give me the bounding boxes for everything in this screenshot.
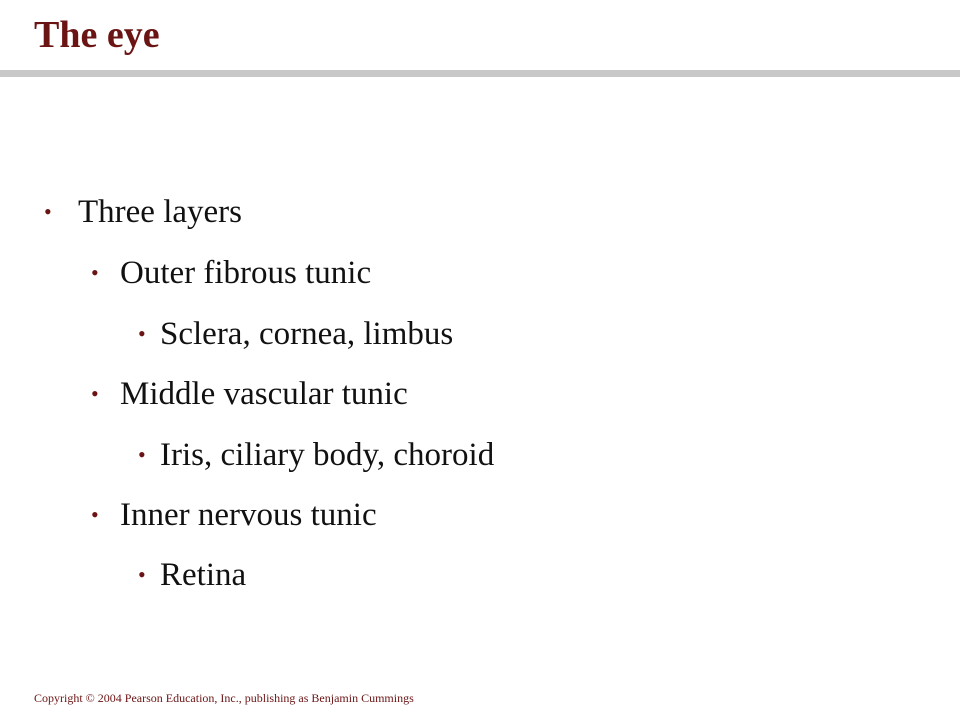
copyright-footer: Copyright © 2004 Pearson Education, Inc., publishing as Benjamin Cummings [34, 691, 414, 705]
bullet-text: Retina [160, 557, 247, 593]
bullet-text: Sclera, cornea, limbus [160, 316, 454, 352]
bullet-text: Middle vascular tunic [120, 376, 408, 412]
bullet-text: Iris, ciliary body, choroid [160, 437, 495, 473]
bullet-text: Outer fibrous tunic [120, 255, 372, 291]
bullet-dot-icon: • [138, 562, 146, 587]
bullet-dot-icon: • [138, 442, 146, 467]
bullet-dot-icon: • [91, 381, 99, 406]
slide-title: The eye [34, 14, 160, 56]
bullet-dot-icon: • [44, 199, 52, 224]
bullet-text: Three layers [78, 194, 242, 230]
bullet-text: Inner nervous tunic [120, 497, 377, 533]
bullet-dot-icon: • [91, 260, 99, 285]
bullet-dot-icon: • [91, 502, 99, 527]
bullet-dot-icon: • [138, 321, 146, 346]
